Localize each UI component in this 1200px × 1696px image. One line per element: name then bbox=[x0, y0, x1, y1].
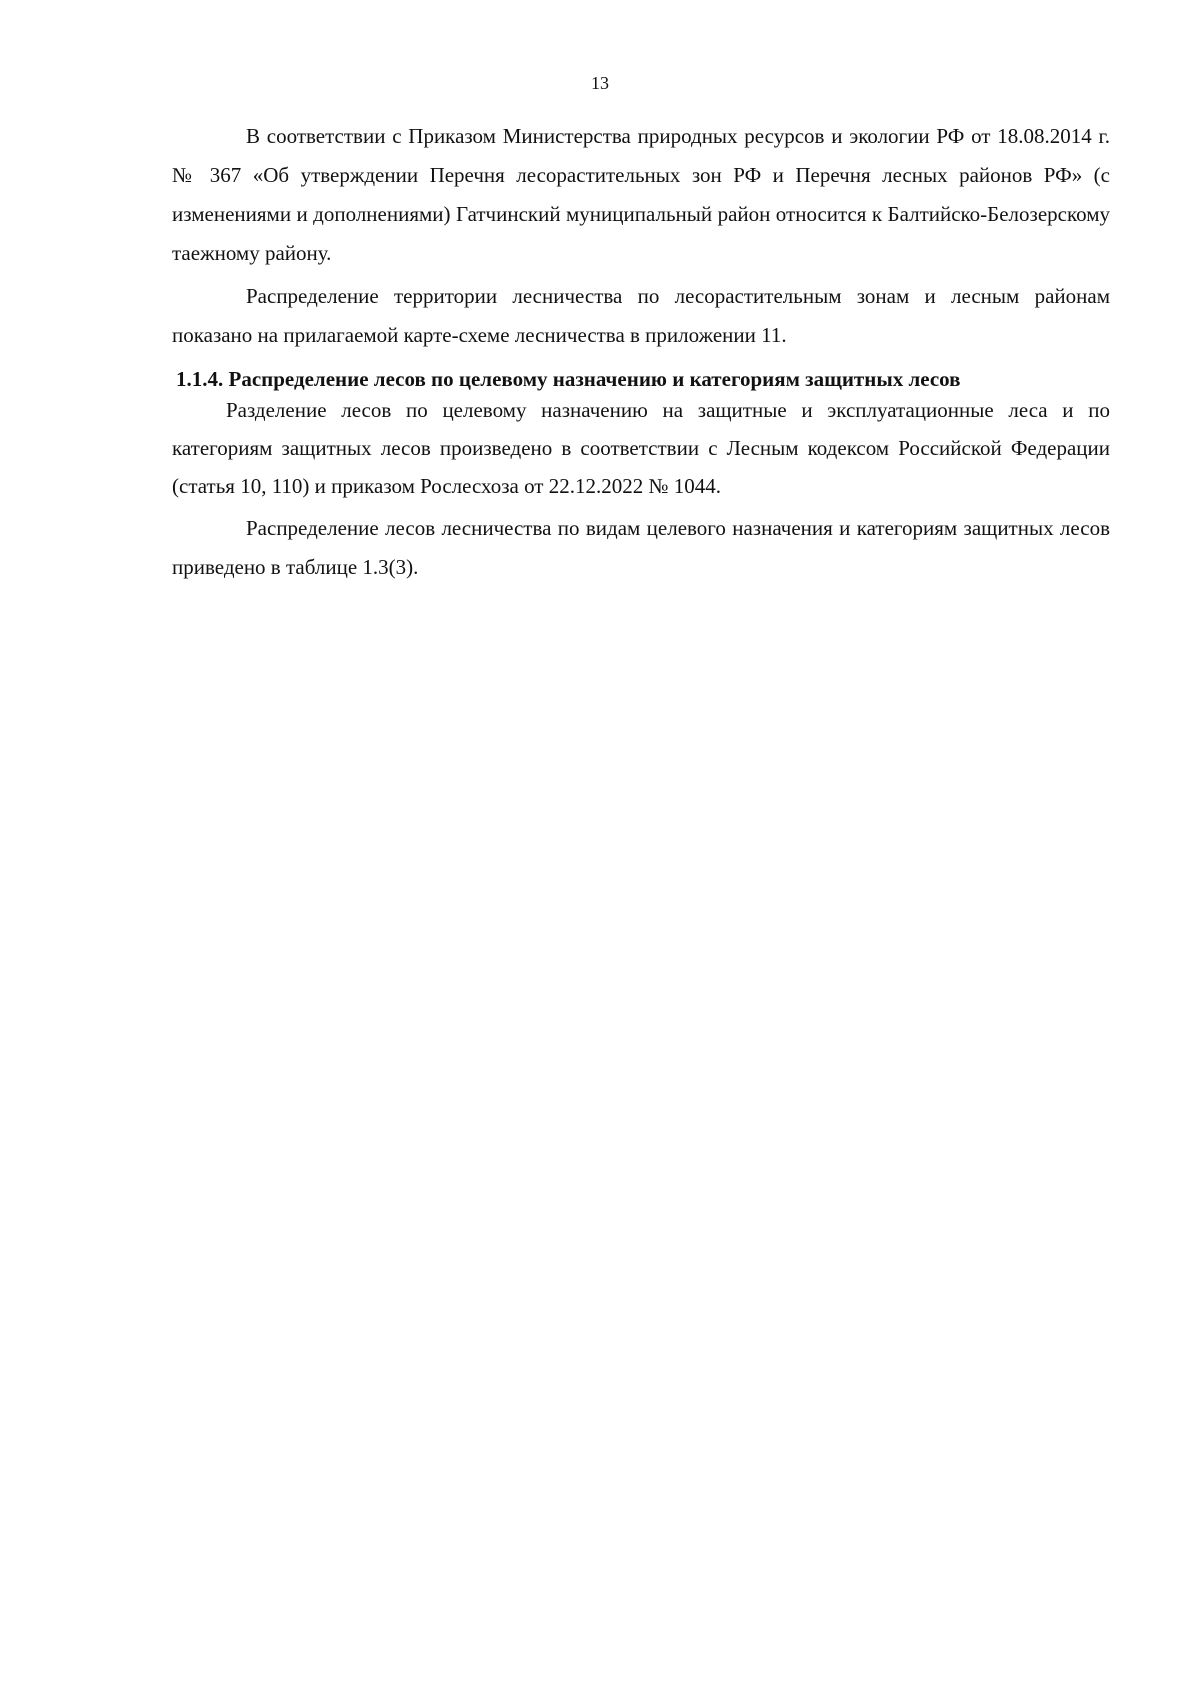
paragraph-table-reference: Распределение лесов лесничества по видам целевого назначения и категориям защитных лесов приведено в таблице 1.3(3). bbox=[172, 516, 1110, 579]
page-number: 13 bbox=[591, 73, 609, 93]
paragraph-territory-distribution: Распределение территории лесничества по лесорастительным зонам и лесным районам показано на прилагаемой карте-схеме лесничества в приложении 11. bbox=[172, 284, 1110, 347]
page-content bbox=[172, 117, 1110, 587]
paragraph-forest-division: Разделение лесов по целевому назначению на защитные и эксплуатационные леса и по категориям защитных лесов произведено в соответствии с Лесным кодексом Российской Федерации (статья 10, 110) и приказом Рослесхоза от 22.12.2022 № 1044. bbox=[172, 398, 1110, 498]
section-heading: 1.1.4. Распределение лесов по целевому назначению и категориям защитных лесов bbox=[176, 367, 961, 391]
paragraph-forest-district-order: В соответствии с Приказом Министерства природных ресурсов и экологии РФ от 18.08.2014 г. № 367 «Об утверждении Перечня лесорастительных зон РФ и Перечня лесных районов РФ» (с изменениями и дополнениями) Гатчинский муниципальный район относится к Балтийско-Белозерскому таежному району. bbox=[172, 124, 1110, 265]
